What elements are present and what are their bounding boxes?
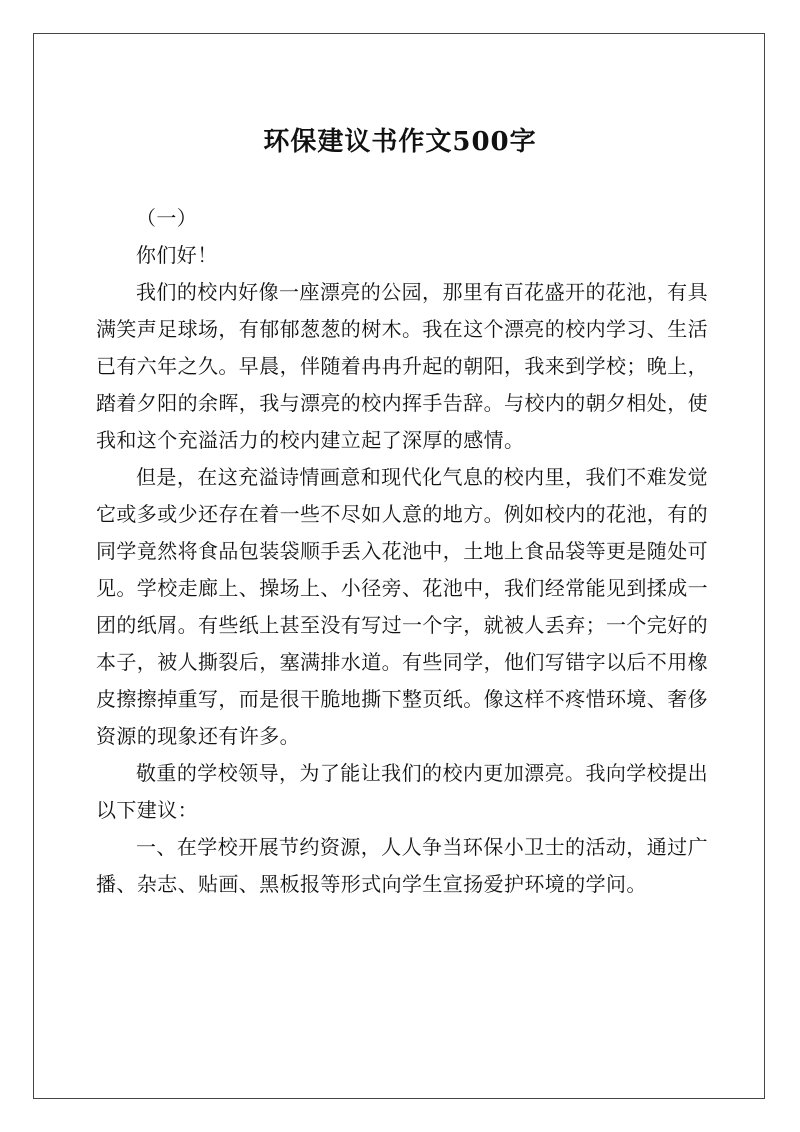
salutation: 你们好！ xyxy=(136,243,218,267)
paragraph: 敬重的学校领导，为了能让我们的校内更加漂亮。我向学校提出以下建议： xyxy=(96,761,708,822)
paragraph: 我们的校内好像一座漂亮的公园，那里有百花盛开的花池，有具满笑声足球场，有郁郁葱葱的树木。我在这个漂亮的校内学习、生活已有六年之久。早晨，伴随着冉冉升起的朝阳，我来到学校；晚上，踏着夕阳的余晖，我与漂亮的校内挥手告辞。与校内的朝夕相处，使我和这个充溢活力的校内建立起了深厚的感情。 xyxy=(96,280,708,452)
paragraph: 一、在学校开展节约资源，人人争当环保小卫士的活动，通过广播、杂志、贴画、黑板报等形式向学生宣扬爱护环境的学问。 xyxy=(96,835,708,896)
paragraph: 但是，在这充溢诗情画意和现代化气息的校内里，我们不难发觉它或多或少还存在着一些不尽如人意的地方。例如校内的花池，有的同学竟然将食品包装袋顺手丢入花池中，土地上食品袋等更是随处可见。学校走廊上、操场上、小径旁、花池中，我们经常能见到揉成一团的纸屑。有些纸上甚至没有写过一个字，就被人丢弃；一个完好的本子，被人撕裂后，塞满排水道。有些同学，他们写错字以后不用橡皮擦擦掉重写，而是很干脆地撕下整页纸。像这样不疼惜环境、奢侈资源的现象还有许多。 xyxy=(96,465,708,748)
section-heading: （一） xyxy=(136,206,198,230)
document-title: 环保建议书作文500字 xyxy=(263,127,537,157)
document-body xyxy=(96,200,708,903)
